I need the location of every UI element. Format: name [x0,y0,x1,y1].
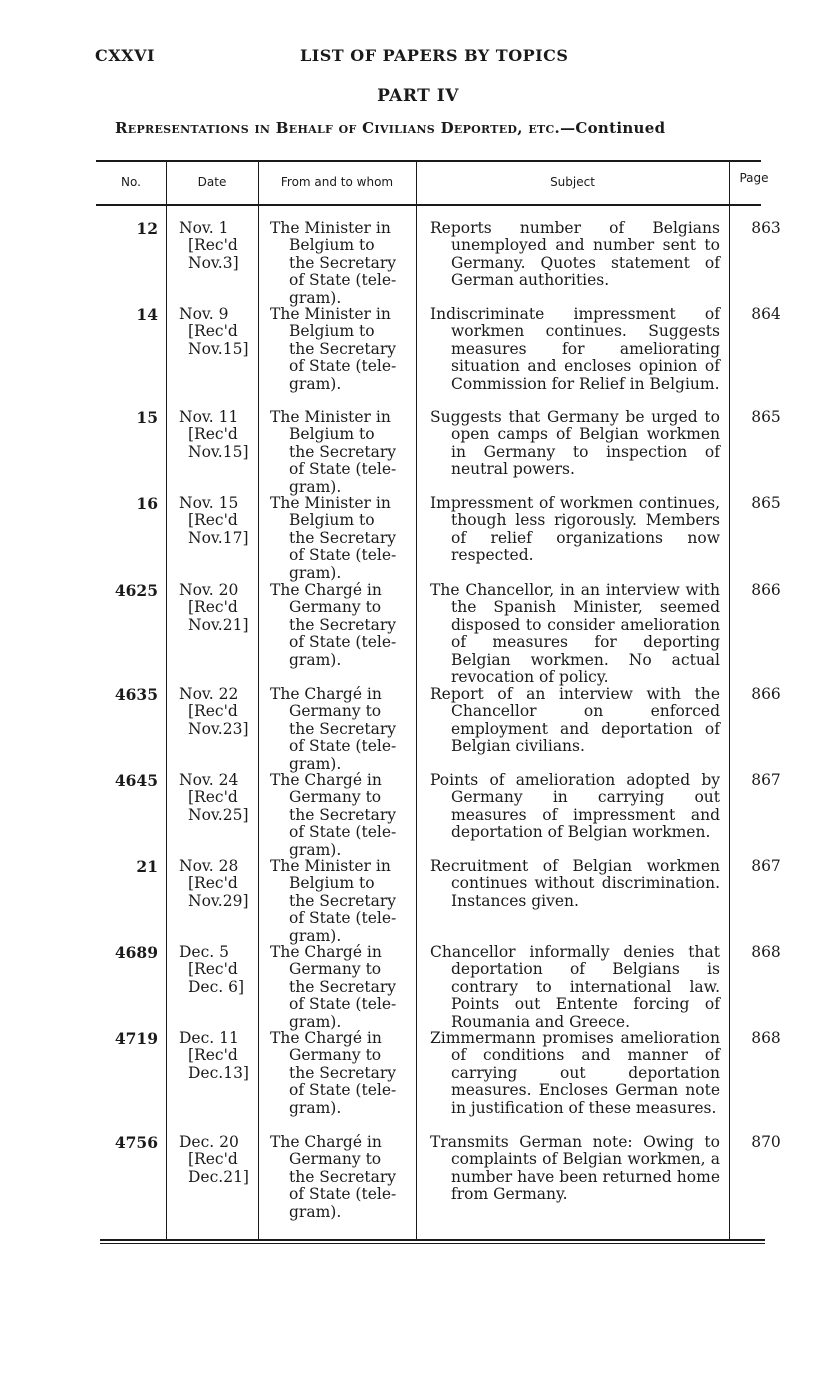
paper-from-to [270,220,415,307]
from-line: of State (tele- [289,995,397,1014]
column-header-no: No. [121,175,141,189]
date-line: Nov.21] [188,615,249,634]
paper-subject [430,1030,720,1117]
date-line: Nov.17] [188,528,249,547]
date-line: Nov.25] [188,805,249,824]
from-line: The Minister in [270,494,391,512]
from-line: the Secretary [289,615,397,634]
paper-subject [430,1134,720,1204]
paper-page-number: 864 [751,305,781,323]
paper-subject [430,495,720,565]
from-line: of State (tele- [289,1185,397,1204]
from-line: The Chargé in [270,1029,382,1047]
paper-number: 4645 [114,771,158,790]
from-line: Belgium to [289,322,375,341]
date-line: [Rec'd [188,425,238,444]
column-header-subject: Subject [550,175,595,189]
date-line: Nov.3] [188,253,239,272]
subject-text: Points of amelioration adopted by Germany in carrying out measures of impressment and deportation of Belgian workmen. [430,771,720,842]
from-line: gram). [289,1202,342,1221]
paper-number: 4719 [114,1029,158,1048]
subject-text: Transmits German note: Owing to complaints of Belgian workmen, a number have been returned home from Germany. [430,1133,720,1204]
from-line: of State (tele- [289,546,397,565]
from-line: Germany to [289,702,382,721]
date-line: Nov. 22 [179,685,239,703]
date-line: Nov.29] [188,891,249,910]
date-line: Nov. 1 [179,219,229,237]
subject-text: Zimmermann promises amelioration of conditions and manner of carrying out deportation measures. Encloses German note in justification of these measures. [430,1029,720,1117]
from-line: The Minister in [270,219,391,237]
from-line: of State (tele- [289,1081,397,1100]
from-line: the Secretary [289,528,397,547]
paper-date [179,772,259,824]
paper-number: 15 [136,408,158,427]
from-line: of State (tele- [289,909,397,928]
from-line: the Secretary [289,339,397,358]
from-line: of State (tele- [289,357,397,376]
paper-page-number: 865 [751,408,781,426]
from-line: the Secretary [289,1063,397,1082]
from-line: gram). [289,288,342,307]
from-line: Belgium to [289,236,375,255]
from-line: gram). [289,650,342,669]
paper-number: 21 [136,857,158,876]
paper-page-number: 868 [751,1029,781,1047]
from-line: The Chargé in [270,685,382,703]
paper-page-number: 866 [751,581,781,599]
from-line: gram). [289,840,342,859]
table-top-rule [96,160,761,162]
paper-date [179,220,259,272]
paper-page-number: 866 [751,685,781,703]
from-line: gram). [289,754,342,773]
date-line: Nov. 15 [179,494,239,512]
date-line: Dec. 20 [179,1133,239,1151]
paper-from-to [270,686,415,773]
paper-date [179,306,259,358]
from-line: The Minister in [270,857,391,875]
paper-number: 12 [136,219,158,238]
table-bottom-rule [100,1239,765,1241]
from-line: Belgium to [289,425,375,444]
date-line: [Rec'd [188,322,238,341]
paper-number: 4689 [114,943,158,962]
from-line: of State (tele- [289,271,397,290]
date-line: [Rec'd [188,236,238,255]
date-line: Dec.13] [188,1063,249,1082]
from-line: of State (tele- [289,633,397,652]
date-line: [Rec'd [188,788,238,807]
from-line: Germany to [289,788,382,807]
column-header-from: From and to whom [280,175,394,189]
paper-date [179,582,259,634]
paper-date [179,1030,259,1082]
date-line: Nov. 9 [179,305,229,323]
paper-from-to [270,858,415,945]
from-line: The Minister in [270,305,391,323]
column-divider [166,160,167,1240]
paper-from-to [270,772,415,859]
paper-subject [430,944,720,1031]
from-line: the Secretary [289,891,397,910]
paper-subject [430,582,720,686]
page-number-roman: CXXVI [95,46,155,65]
from-line: gram). [289,477,342,496]
date-line: Nov.15] [188,442,249,461]
paper-date [179,858,259,910]
paper-from-to [270,944,415,1031]
subject-text: Reports number of Belgians unemployed and number sent to Germany. Quotes statement of German authorities. [430,219,720,290]
paper-date [179,495,259,547]
date-line: [Rec'd [188,1046,238,1065]
paper-number: 16 [136,494,158,513]
subject-text: Report of an interview with the Chancellor on enforced employment and deportation of Belgian civilians. [430,685,720,756]
section-continued: —Continued [560,119,666,137]
from-line: The Chargé in [270,1133,382,1151]
from-line: Germany to [289,1150,382,1169]
paper-page-number: 863 [751,219,781,237]
from-line: the Secretary [289,805,397,824]
table-header-rule [96,204,761,206]
date-line: Dec. 6] [188,977,245,996]
paper-subject [430,858,720,910]
paper-date [179,1134,259,1186]
paper-subject [430,686,720,756]
paper-number: 4756 [114,1133,158,1152]
paper-subject [430,306,720,393]
part-heading: PART IV [377,86,459,106]
paper-subject [430,220,720,290]
paper-from-to [270,306,415,393]
paper-page-number: 867 [751,771,781,789]
paper-page-number: 868 [751,943,781,961]
from-line: The Minister in [270,408,391,426]
subject-text: Indiscriminate impressment of workmen continues. Suggests measures for ameliorating situation and encloses opinion of Commission for Relief in Belgium. [430,305,720,393]
date-line: Nov. 20 [179,581,239,599]
date-line: Dec.21] [188,1167,249,1186]
from-line: gram). [289,374,342,393]
subject-text: Chancellor informally denies that deportation of Belgians is contrary to international law. Points out Entente forcing of Roumania and Greece. [430,943,720,1031]
from-line: gram). [289,563,342,582]
date-line: Nov. 28 [179,857,239,875]
date-line: Nov.15] [188,339,249,358]
date-line: Nov. 11 [179,408,239,426]
table-bottom-rule-thin [100,1243,765,1244]
from-line: The Chargé in [270,581,382,599]
from-line: The Chargé in [270,771,382,789]
paper-page-number: 867 [751,857,781,875]
from-line: gram). [289,1098,342,1117]
date-line: [Rec'd [188,874,238,893]
from-line: Germany to [289,1046,382,1065]
from-line: Germany to [289,598,382,617]
column-header-page: Page [739,171,769,185]
from-line: Germany to [289,960,382,979]
paper-from-to [270,495,415,582]
paper-from-to [270,1134,415,1221]
paper-page-number: 865 [751,494,781,512]
date-line: Nov. 24 [179,771,239,789]
from-line: of State (tele- [289,823,397,842]
paper-from-to [270,409,415,496]
from-line: Belgium to [289,511,375,530]
column-divider [416,160,417,1240]
date-line: [Rec'd [188,702,238,721]
date-line: Dec. 11 [179,1029,239,1047]
from-line: The Chargé in [270,943,382,961]
from-line: the Secretary [289,1167,397,1186]
paper-number: 14 [136,305,158,324]
from-line: of State (tele- [289,737,397,756]
running-title: LIST OF PAPERS BY TOPICS [300,46,569,65]
running-head [95,46,760,70]
date-line: [Rec'd [188,511,238,530]
paper-subject [430,772,720,842]
paper-from-to [270,1030,415,1117]
section-title: Representations in Behalf of Civilians Deported, etc. [115,119,561,137]
paper-page-number: 870 [751,1133,781,1151]
date-line: Dec. 5 [179,943,229,961]
subject-text: The Chancellor, in an interview with the Spanish Minister, seemed disposed to consider amelioration of measures for deporting Belgian workmen. No actual revocation of policy. [430,581,720,687]
paper-date [179,686,259,738]
column-header-date: Date [197,175,227,189]
subject-text: Impressment of workmen continues, though less rigorously. Members of relief organizations now respected. [430,494,720,565]
date-line: Nov.23] [188,719,249,738]
from-line: the Secretary [289,253,397,272]
date-line: [Rec'd [188,598,238,617]
paper-from-to [270,582,415,669]
from-line: the Secretary [289,977,397,996]
paper-number: 4635 [114,685,158,704]
column-divider [729,160,730,1240]
subject-text: Suggests that Germany be urged to open camps of Belgian workmen in Germany to inspection of neutral powers. [430,408,720,479]
from-line: the Secretary [289,719,397,738]
paper-date [179,409,259,461]
from-line: gram). [289,926,342,945]
from-line: gram). [289,1012,342,1031]
date-line: [Rec'd [188,960,238,979]
date-line: [Rec'd [188,1150,238,1169]
paper-number: 4625 [114,581,158,600]
paper-date [179,944,259,996]
subject-text: Recruitment of Belgian workmen continues without discrimination. Instances given. [430,857,720,910]
paper-subject [430,409,720,479]
section-heading [115,119,775,137]
from-line: Belgium to [289,874,375,893]
from-line: of State (tele- [289,460,397,479]
from-line: the Secretary [289,442,397,461]
